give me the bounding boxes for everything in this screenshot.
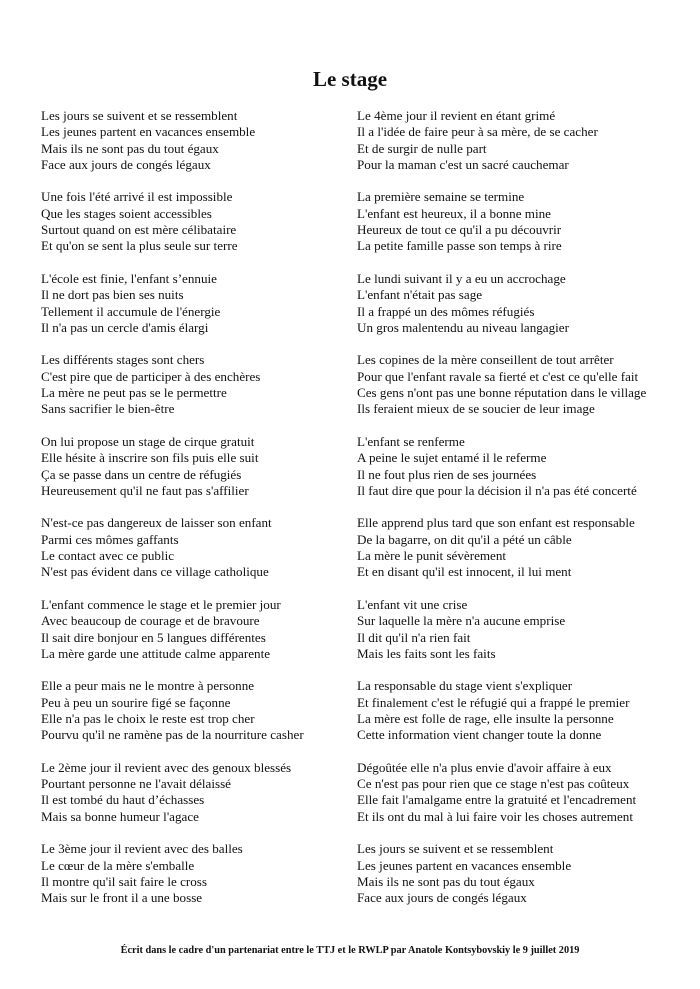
poem-line: Il a l'idée de faire peur à sa mère, de se cacher <box>357 124 598 140</box>
poem-line: L'enfant vit une crise <box>357 596 468 612</box>
poem-line: Elle apprend plus tard que son enfant est responsable <box>357 515 635 531</box>
poem-title: Le stage <box>312 67 388 91</box>
poem-line: L'enfant commence le stage et le premier jour <box>41 596 281 612</box>
right-column <box>357 108 677 923</box>
poem-line: Ce n'est pas pour rien que ce stage n'est pas coûteux <box>357 776 630 792</box>
poem-line: Peu à peu un sourire figé se façonne <box>41 694 231 710</box>
poem-line: Tellement il accumule de l'énergie <box>41 303 221 319</box>
poem-line: Mais ils ne sont pas du tout égaux <box>41 140 219 156</box>
poem-line: Elle n'a pas le choix le reste est trop cher <box>41 710 255 726</box>
poem-line: Parmi ces mômes gaffants <box>41 531 179 547</box>
poem-line: Ces gens n'ont pas une bonne réputation dans le village <box>357 385 647 401</box>
poem-line: N'est-ce pas dangereux de laisser son enfant <box>41 515 272 531</box>
poem-line: Pour que l'enfant ravale sa fierté et c'est ce qu'elle fait <box>357 368 639 384</box>
poem-line: Ils feraient mieux de se soucier de leur image <box>357 401 595 417</box>
stanza <box>41 271 341 336</box>
poem-line: Le 4ème jour il revient en étant grimé <box>357 108 556 123</box>
stanza <box>357 108 677 173</box>
poem-line: Pourtant personne ne l'avait délaissé <box>41 776 231 792</box>
poem-line: Face aux jours de congés légaux <box>41 156 211 172</box>
poem-line: Pour la maman c'est un sacré cauchemar <box>357 156 569 172</box>
poem-line: L'enfant est heureux, il a bonne mine <box>357 205 551 221</box>
poem-line: Pourvu qu'il ne ramène pas de la nourriture casher <box>41 727 304 743</box>
poem-line: Le contact avec ce public <box>41 548 175 564</box>
poem-line: La mère ne peut pas se le permettre <box>41 385 227 401</box>
poem-line: L'enfant n'était pas sage <box>357 287 483 303</box>
poem-line: De la bagarre, on dit qu'il a pété un câble <box>357 531 572 547</box>
poem-line: Les jeunes partent en vacances ensemble <box>41 124 256 140</box>
poem-line: Il ne dort pas bien ses nuits <box>41 287 184 303</box>
poem-line: Surtout quand on est mère célibataire <box>41 222 237 238</box>
footer-credit: Écrit dans le cadre d'un partenariat entre le TTJ et le RWLP par Anatole Kontsybovskiy le 9 juillet 2019 <box>120 945 580 956</box>
poem-line: Le lundi suivant il y a eu un accrochage <box>357 270 566 286</box>
poem-line: Face aux jours de congés légaux <box>357 890 527 906</box>
poem-line: Le 3ème jour il revient avec des balles <box>41 841 243 857</box>
poem-line: Il n'a pas un cercle d'amis élargi <box>41 319 209 335</box>
stanza <box>41 434 341 499</box>
poem-line: Et en disant qu'il est innocent, il lui ment <box>357 564 572 580</box>
poem-line: Le 2ème jour il revient avec des genoux blessés <box>41 759 292 775</box>
poem-line: Elle a peur mais ne le montre à personne <box>41 678 255 694</box>
poem-line: La mère garde une attitude calme apparente <box>41 645 271 661</box>
poem-line: Dégoûtée elle n'a plus envie d'avoir affaire à eux <box>357 759 612 775</box>
poem-line: Les différents stages sont chers <box>41 352 205 368</box>
poem-line: Il ne fout plus rien de ses journées <box>357 466 537 482</box>
poem-line: Il a frappé un des mômes réfugiés <box>357 303 535 319</box>
poem-line: L'école est finie, l'enfant s’ennuie <box>41 270 217 286</box>
poem-line: La mère le punit sévèrement <box>357 548 507 564</box>
stanza <box>357 434 677 499</box>
poem-line: Cette information vient changer toute la donne <box>357 727 602 743</box>
poem-line: Heureux de tout ce qu'il a pu découvrir <box>357 222 562 238</box>
poem-line: Que les stages soient accessibles <box>41 205 212 221</box>
poem-line: Elle hésite à inscrire son fils puis elle suit <box>41 450 259 466</box>
poem-line: Le cœur de la mère s'emballe <box>41 857 195 873</box>
poem-line: Une fois l'été arrivé il est impossible <box>41 189 233 205</box>
poem-line: Il dit qu'il n'a rien fait <box>357 629 471 645</box>
poem-line: La première semaine se termine <box>357 189 525 205</box>
stanza <box>357 678 677 743</box>
poem-line: La mère est folle de rage, elle insulte la personne <box>357 710 614 726</box>
poem-line: Les jours se suivent et se ressemblent <box>41 108 238 123</box>
stanza <box>41 760 341 825</box>
poem-line: Elle fait l'amalgame entre la gratuité et l'encadrement <box>357 792 637 808</box>
stanza <box>41 678 341 743</box>
stanza <box>357 760 677 825</box>
stanza <box>357 352 677 417</box>
stanza <box>357 515 677 580</box>
stanza <box>357 597 677 662</box>
stanza <box>41 515 341 580</box>
poem-line: Avec beaucoup de courage et de bravoure <box>41 613 260 629</box>
stanza <box>41 108 341 173</box>
poem-line: Et qu'on se sent la plus seule sur terre <box>41 238 238 254</box>
poem-line: On lui propose un stage de cirque gratuit <box>41 433 255 449</box>
poem-line: Sans sacrifier le bien-être <box>41 401 175 417</box>
poem-line: Ça se passe dans un centre de réfugiés <box>41 466 242 482</box>
poem-line: Les jeunes partent en vacances ensemble <box>357 857 572 873</box>
poem-line: La petite famille passe son temps à rire <box>357 238 562 254</box>
stanza <box>357 271 677 336</box>
poem-line: Mais sa bonne humeur l'agace <box>41 808 199 824</box>
poem-line: Il sait dire bonjour en 5 langues différentes <box>41 629 266 645</box>
poem-line: Il faut dire que pour la décision il n'a pas été concerté <box>357 482 637 498</box>
poem-line: La responsable du stage vient s'expliquer <box>357 678 573 694</box>
poem-line: N'est pas évident dans ce village catholique <box>41 564 269 580</box>
stanza <box>357 189 677 254</box>
left-column <box>41 108 341 923</box>
poem-line: Mais ils ne sont pas du tout égaux <box>357 873 535 889</box>
poem-line: C'est pire que de participer à des enchères <box>41 368 261 384</box>
stanza <box>41 189 341 254</box>
stanza <box>41 597 341 662</box>
poem-line: Il montre qu'il sait faire le cross <box>41 873 207 889</box>
poem-line: A peine le sujet entamé il le referme <box>357 450 547 466</box>
poem-line: Mais les faits sont les faits <box>357 645 496 661</box>
poem-line: Un gros malentendu au niveau langagier <box>357 319 569 335</box>
poem-line: Sur laquelle la mère n'a aucune emprise <box>357 613 566 629</box>
poem-line: Et finalement c'est le réfugié qui a frappé le premier <box>357 694 630 710</box>
poem-line: L'enfant se renferme <box>357 433 465 449</box>
poem-line: Et de surgir de nulle part <box>357 140 487 156</box>
poem-line: Heureusement qu'il ne faut pas s'affilier <box>41 482 249 498</box>
stanza <box>41 352 341 417</box>
poem-line: Les jours se suivent et se ressemblent <box>357 841 554 857</box>
poem-line: Et ils ont du mal à lui faire voir les choses autrement <box>357 808 633 824</box>
stanza <box>41 841 341 906</box>
poem-line: Mais sur le front il a une bosse <box>41 890 203 906</box>
stanza <box>357 841 677 906</box>
poem-line: Il est tombé du haut d’échasses <box>41 792 205 808</box>
poem-line: Les copines de la mère conseillent de tout arrêter <box>357 352 614 368</box>
